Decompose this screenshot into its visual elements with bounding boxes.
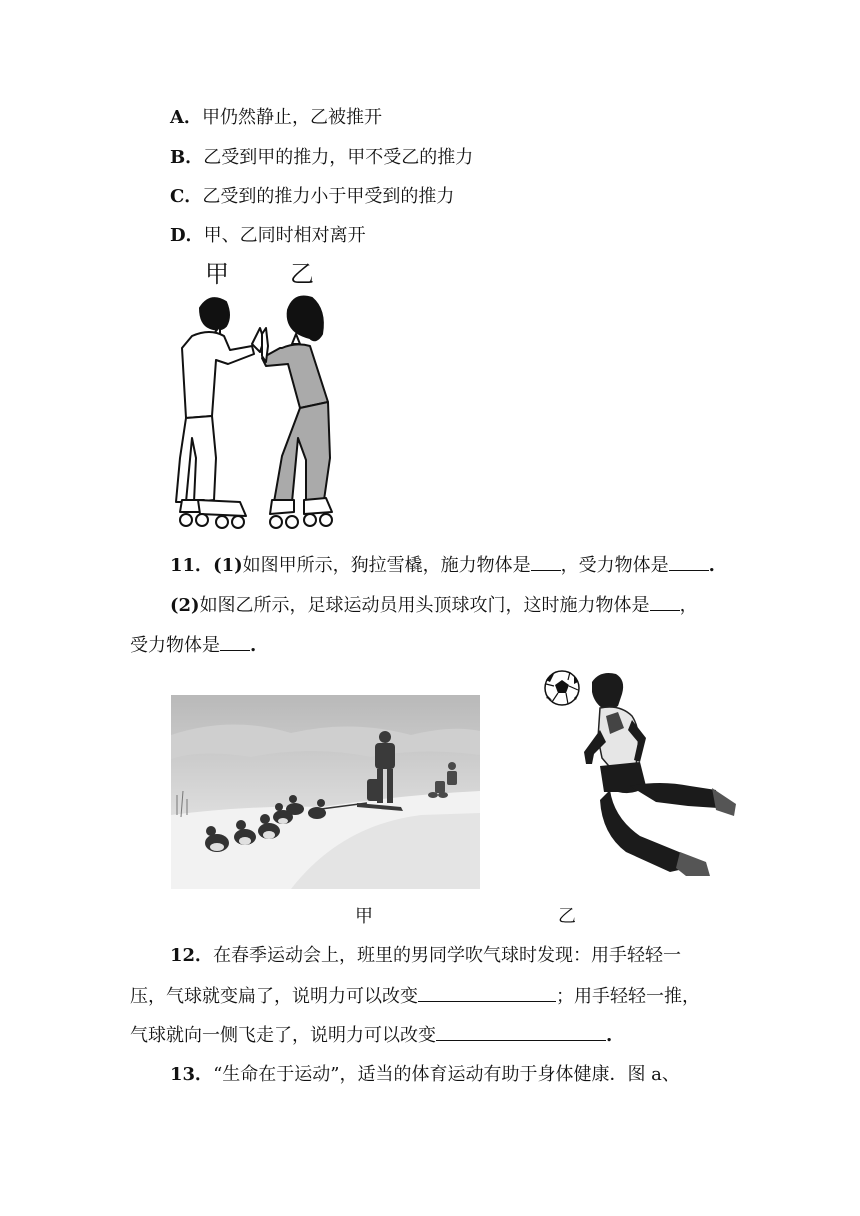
- question-text: ，受力物体是: [560, 555, 669, 576]
- period: .: [606, 1025, 613, 1046]
- answer-blank[interactable]: [669, 553, 709, 571]
- option-letter: A．: [170, 107, 202, 128]
- period: .: [250, 635, 257, 656]
- skater-label-left: 甲: [205, 260, 229, 288]
- q13-line1: [170, 1063, 680, 1087]
- question-text: 如图甲所示，狗拉雪橇，施力物体是: [242, 555, 531, 576]
- part-tag: (2): [170, 595, 200, 616]
- skaters-illustration: [170, 288, 360, 533]
- dog-sled-photo: [171, 695, 480, 889]
- answer-blank[interactable]: [436, 1023, 606, 1041]
- skater-label-right: 乙: [290, 260, 314, 288]
- option-text: 甲、乙同时相对离开: [203, 225, 366, 246]
- photo-label-left: 甲: [355, 906, 373, 927]
- option-a: [170, 106, 382, 130]
- q11-line2: [170, 593, 698, 618]
- q12-line2: [130, 984, 700, 1009]
- question-text: 气球就向一侧飞走了，说明力可以改变: [130, 1025, 436, 1046]
- question-text: 如图乙所示，足球运动员用头顶球攻门，这时施力物体是: [199, 595, 650, 616]
- q11-line1: [170, 553, 715, 578]
- option-text: 乙受到的推力小于甲受到的推力: [202, 186, 455, 207]
- answer-blank[interactable]: [418, 984, 556, 1002]
- option-letter: C．: [170, 186, 203, 207]
- question-number: 11．: [170, 555, 214, 576]
- part-tag: (1): [213, 555, 243, 576]
- photo-label-right: 乙: [558, 906, 576, 927]
- question-text: 在春季运动会上，班里的男同学吹气球时发现：用手轻轻一: [213, 945, 682, 966]
- answer-blank[interactable]: [650, 593, 680, 611]
- q12-line3: [130, 1023, 612, 1048]
- period: .: [708, 555, 715, 576]
- question-text: ，: [679, 595, 698, 616]
- football-icon: [545, 671, 579, 705]
- question-text: ；用手轻轻一推，: [556, 986, 700, 1007]
- question-number: 12．: [170, 945, 214, 966]
- q11-line3: [130, 633, 256, 658]
- option-text: 乙受到甲的推力，甲不受乙的推力: [203, 147, 474, 168]
- question-text: 压，气球就变扁了，说明力可以改变: [130, 986, 418, 1007]
- q12-line1: [170, 944, 681, 968]
- option-d: [170, 224, 366, 248]
- option-text: 甲仍然静止，乙被推开: [201, 107, 382, 128]
- question-text: 受力物体是: [130, 635, 220, 656]
- option-c: [170, 185, 454, 209]
- question-text: “生命在于运动”，适当的体育运动有助于身体健康．图 a、: [213, 1064, 680, 1085]
- answer-blank[interactable]: [531, 553, 561, 571]
- question-number: 13．: [170, 1064, 214, 1085]
- answer-blank[interactable]: [220, 633, 250, 651]
- option-letter: D．: [170, 225, 204, 246]
- option-letter: B．: [170, 147, 204, 168]
- option-b: [170, 146, 473, 170]
- soccer-player-photo: [540, 668, 740, 888]
